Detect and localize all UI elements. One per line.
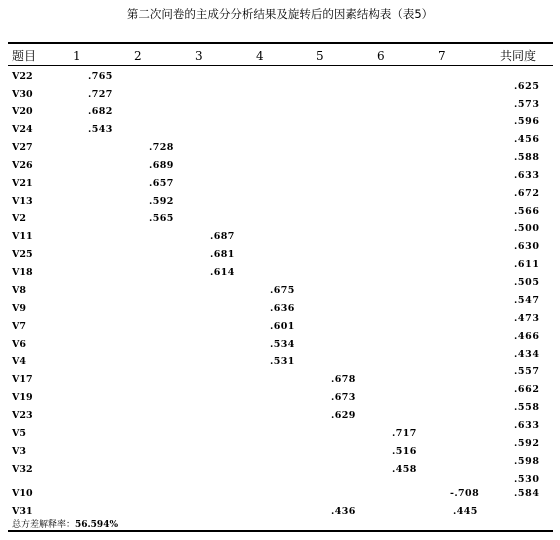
footnote-value: 56.594%: [75, 520, 119, 530]
row-label: V3: [12, 446, 26, 457]
communality-value: .573: [514, 99, 540, 110]
table-top-rule: [8, 42, 553, 44]
header-factor-3: 3: [195, 49, 203, 63]
header-factor-6: 6: [377, 49, 385, 63]
communality-value: .596: [514, 116, 540, 127]
row-label: V17: [12, 374, 33, 385]
communality-value: .592: [514, 438, 540, 449]
header-item: 题目: [12, 49, 37, 63]
communality-value: .633: [514, 170, 540, 181]
loading-value-factor-4: .531: [270, 356, 295, 367]
footnote-label: 总方差解释率：: [12, 520, 76, 530]
row-label: V21: [12, 178, 33, 189]
loading-value-factor-2: .689: [149, 160, 174, 171]
row-label: V27: [12, 142, 33, 153]
row-label: V7: [12, 321, 26, 332]
loading-value-factor-2: .728: [149, 142, 174, 153]
loading-value-factor-3: .681: [210, 249, 235, 260]
communality-value: .598: [514, 456, 540, 467]
row-label: V23: [12, 410, 33, 421]
table-title: 第二次问卷的主成分分析结果及旋转后的因素结构表（表5）: [126, 7, 434, 21]
table-header-rule: [8, 65, 553, 66]
header-factor-2: 2: [134, 49, 142, 63]
row-label: V24: [12, 124, 33, 135]
row-label: V18: [12, 267, 33, 278]
row-label: V19: [12, 392, 33, 403]
loading-value-factor-6: .717: [392, 428, 417, 439]
row-label: V11: [12, 231, 33, 242]
communality-value: .505: [514, 277, 540, 288]
row-label: V30: [12, 89, 33, 100]
communality-value: .558: [514, 402, 540, 413]
row-label: V2: [12, 213, 26, 224]
loading-value-factor-6: .516: [392, 446, 417, 457]
footnote: [12, 517, 118, 530]
communality-value: .633: [514, 420, 540, 431]
loading-value-factor-2: .592: [149, 196, 174, 207]
row-label: V8: [12, 285, 26, 296]
communality-value: .557: [514, 366, 540, 377]
table-bottom-rule: [8, 530, 553, 532]
loading-value-factor-5: .673: [331, 392, 356, 403]
loading-value-factor-1: .543: [88, 124, 113, 135]
loading-value-factor-4: .534: [270, 339, 295, 350]
communality-value: .466: [514, 331, 540, 342]
loading-value-factor-5: .629: [331, 410, 356, 421]
communality-value: .662: [514, 384, 540, 395]
row-label: V20: [12, 106, 33, 117]
loading-value-factor-5: .436: [331, 506, 356, 517]
loading-value-factor-7: -.708: [450, 488, 480, 499]
row-label: V9: [12, 303, 26, 314]
row-label: V4: [12, 356, 26, 367]
communality-value: .630: [514, 241, 540, 252]
loading-value-factor-3: .614: [210, 267, 235, 278]
communality-value: .547: [514, 295, 540, 306]
communality-value: .672: [514, 188, 540, 199]
row-label: V31: [12, 506, 33, 517]
row-label: V13: [12, 196, 33, 207]
loading-value-factor-1: .727: [88, 89, 113, 100]
row-label: V5: [12, 428, 26, 439]
loading-value-factor-2: .657: [149, 178, 174, 189]
communality-value: .456: [514, 134, 540, 145]
loading-value-factor-7: .445: [453, 506, 478, 517]
communality-value: .625: [514, 81, 540, 92]
row-label: V22: [12, 71, 33, 82]
header-factor-1: 1: [73, 49, 81, 63]
communality-value: .588: [514, 152, 540, 163]
communality-value: .434: [514, 349, 540, 360]
loading-value-factor-4: .675: [270, 285, 295, 296]
communality-value: .584: [514, 488, 540, 499]
row-label: V26: [12, 160, 33, 171]
loading-value-factor-2: .565: [149, 213, 174, 224]
header-factor-7: 7: [438, 49, 446, 63]
header-factor-4: 4: [256, 49, 264, 63]
header-communality: 共同度: [500, 49, 537, 63]
row-label: V6: [12, 339, 26, 350]
communality-value: .500: [514, 223, 540, 234]
header-factor-5: 5: [316, 49, 324, 63]
loading-value-factor-3: .687: [210, 231, 235, 242]
communality-value: .530: [514, 474, 540, 485]
loading-value-factor-1: .682: [88, 106, 113, 117]
loading-value-factor-1: .765: [88, 71, 113, 82]
loading-value-factor-5: .678: [331, 374, 356, 385]
row-label: V10: [12, 488, 33, 499]
communality-value: .473: [514, 313, 540, 324]
loading-value-factor-6: .458: [392, 464, 417, 475]
communality-value: .611: [514, 259, 540, 270]
row-label: V25: [12, 249, 33, 260]
row-label: V32: [12, 464, 33, 475]
communality-value: .566: [514, 206, 540, 217]
loading-value-factor-4: .636: [270, 303, 295, 314]
loading-value-factor-4: .601: [270, 321, 295, 332]
